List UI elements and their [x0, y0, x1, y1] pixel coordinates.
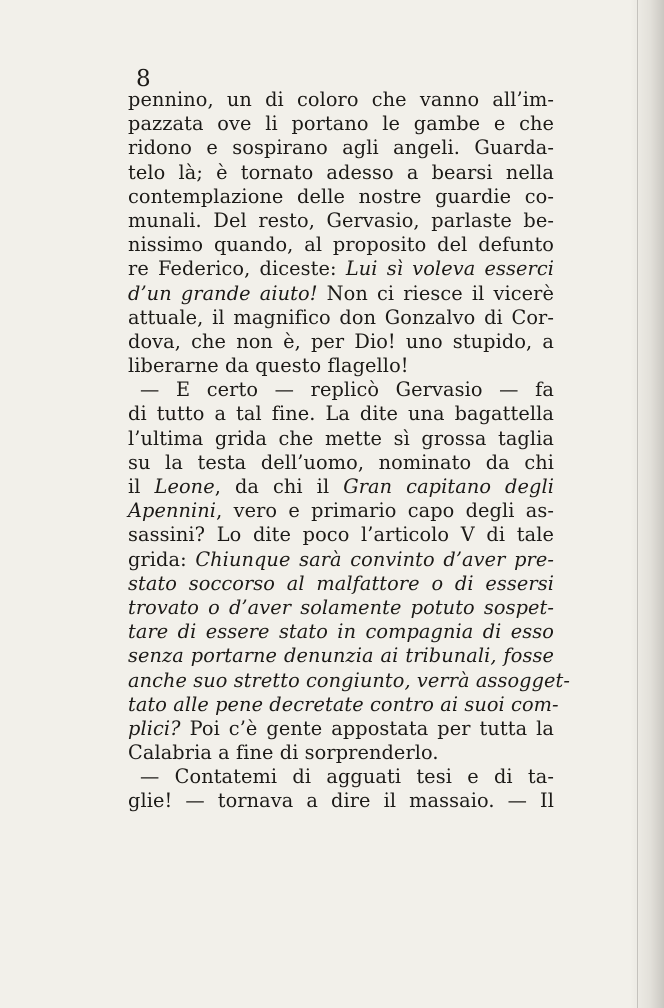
- text-line: [128, 354, 554, 378]
- text-run: ridono e sospirano agli angeli. Guarda-: [128, 136, 554, 160]
- text-line: [128, 378, 554, 402]
- text-run: sassini? Lo dite poco l’articolo V di tale: [128, 523, 554, 547]
- text-run: nissimo quando, al proposito del defunto: [128, 233, 554, 257]
- text-line: [128, 330, 554, 354]
- text-run: l’ultima grida che mette sì grossa taglia: [128, 426, 554, 450]
- italic-text-run: tato alle pene decretate contro ai suoi com-: [128, 692, 559, 716]
- page-number: 8: [136, 66, 151, 92]
- italic-text-run: stato soccorso al malfattore o di essersi: [128, 571, 554, 595]
- text-run: contemplazione delle nostre guardie co-: [128, 184, 554, 208]
- text-line: [128, 765, 554, 789]
- text-line: [128, 282, 554, 306]
- text-line: [128, 717, 554, 741]
- italic-text-run: Leone: [154, 475, 215, 498]
- text-line: [128, 185, 554, 209]
- text-line: [128, 136, 554, 160]
- text-run: glie! — tornava a dire il massaio. — Il: [128, 789, 554, 813]
- text-run: re Federico, diceste:: [128, 257, 346, 281]
- text-line: [128, 209, 554, 233]
- text-line: [128, 427, 554, 451]
- italic-text-run: d’un grande aiuto!: [128, 281, 318, 305]
- text-line: [128, 644, 554, 668]
- page-gutter-shadow: [630, 0, 664, 1008]
- text-run: pennino, un di coloro che vanno all’im-: [128, 88, 554, 111]
- text-line: [128, 233, 554, 257]
- text-run: grida:: [128, 547, 196, 571]
- text-line: [128, 306, 554, 330]
- italic-text-run: trovato o d’aver solamente potuto sospet-: [128, 595, 554, 619]
- text-line: [128, 475, 554, 499]
- text-line: [128, 257, 554, 281]
- text-line: [128, 596, 554, 620]
- italic-text-run: senza portarne denunzia ai tribunali, fosse: [128, 644, 554, 668]
- italic-text-run: Apennini: [128, 499, 217, 523]
- text-run: telo là; è tornato adesso a bearsi nella: [128, 160, 554, 184]
- text-line: [128, 741, 554, 765]
- text-run: pazzata ove li portano le gambe e che: [128, 112, 554, 136]
- text-line: [128, 548, 554, 572]
- text-line: [128, 620, 554, 644]
- page-fold-line: [637, 0, 638, 1008]
- text-line: [128, 789, 554, 813]
- italic-text-run: anche suo stretto congiunto, verrà assogget-: [128, 668, 571, 692]
- text-run: dova, che non è, per Dio! uno stupido, a: [128, 329, 554, 353]
- text-line: [128, 161, 554, 185]
- text-run: il: [128, 475, 155, 498]
- italic-text-run: Lui sì voleva esserci: [345, 257, 554, 281]
- italic-text-run: plici?: [128, 716, 181, 740]
- text-line: [128, 451, 554, 475]
- text-run: , da chi il: [214, 475, 344, 498]
- text-line: [128, 402, 554, 426]
- text-run: — Contatemi di agguati tesi e di ta-: [140, 765, 554, 789]
- body-text: [128, 88, 571, 814]
- text-run: di tutto a tal fine. La dite una bagattella: [128, 402, 554, 426]
- text-run: , vero e primario capo degli as-: [216, 499, 554, 523]
- text-run: Poi c’è gente appostata per tutta la: [180, 716, 554, 740]
- text-run: attuale, il magnifico don Gonzalvo di Cor-: [128, 305, 554, 329]
- text-run: su la testa dell’uomo, nominato da chi: [128, 450, 554, 474]
- text-line: [128, 499, 554, 523]
- italic-text-run: tare di essere stato in compagnia di esso: [128, 620, 554, 644]
- text-line: [128, 523, 554, 547]
- text-line: [128, 572, 554, 596]
- text-run: Non ci riesce il vicerè: [317, 281, 554, 305]
- text-line: [128, 692, 559, 717]
- text-line: [128, 88, 554, 112]
- text-line: [128, 112, 554, 136]
- text-line: [128, 668, 571, 693]
- text-run: munali. Del resto, Gervasio, parlaste be-: [128, 208, 554, 232]
- italic-text-run: Gran capitano degli: [343, 475, 554, 498]
- text-run: liberarne da questo flagello!: [128, 354, 409, 378]
- italic-text-run: Chiunque sarà convinto d’aver pre-: [195, 547, 554, 571]
- text-run: Calabria a fine di sorprenderlo.: [128, 741, 439, 765]
- text-run: — E certo — replicò Gervasio — fa: [140, 378, 554, 402]
